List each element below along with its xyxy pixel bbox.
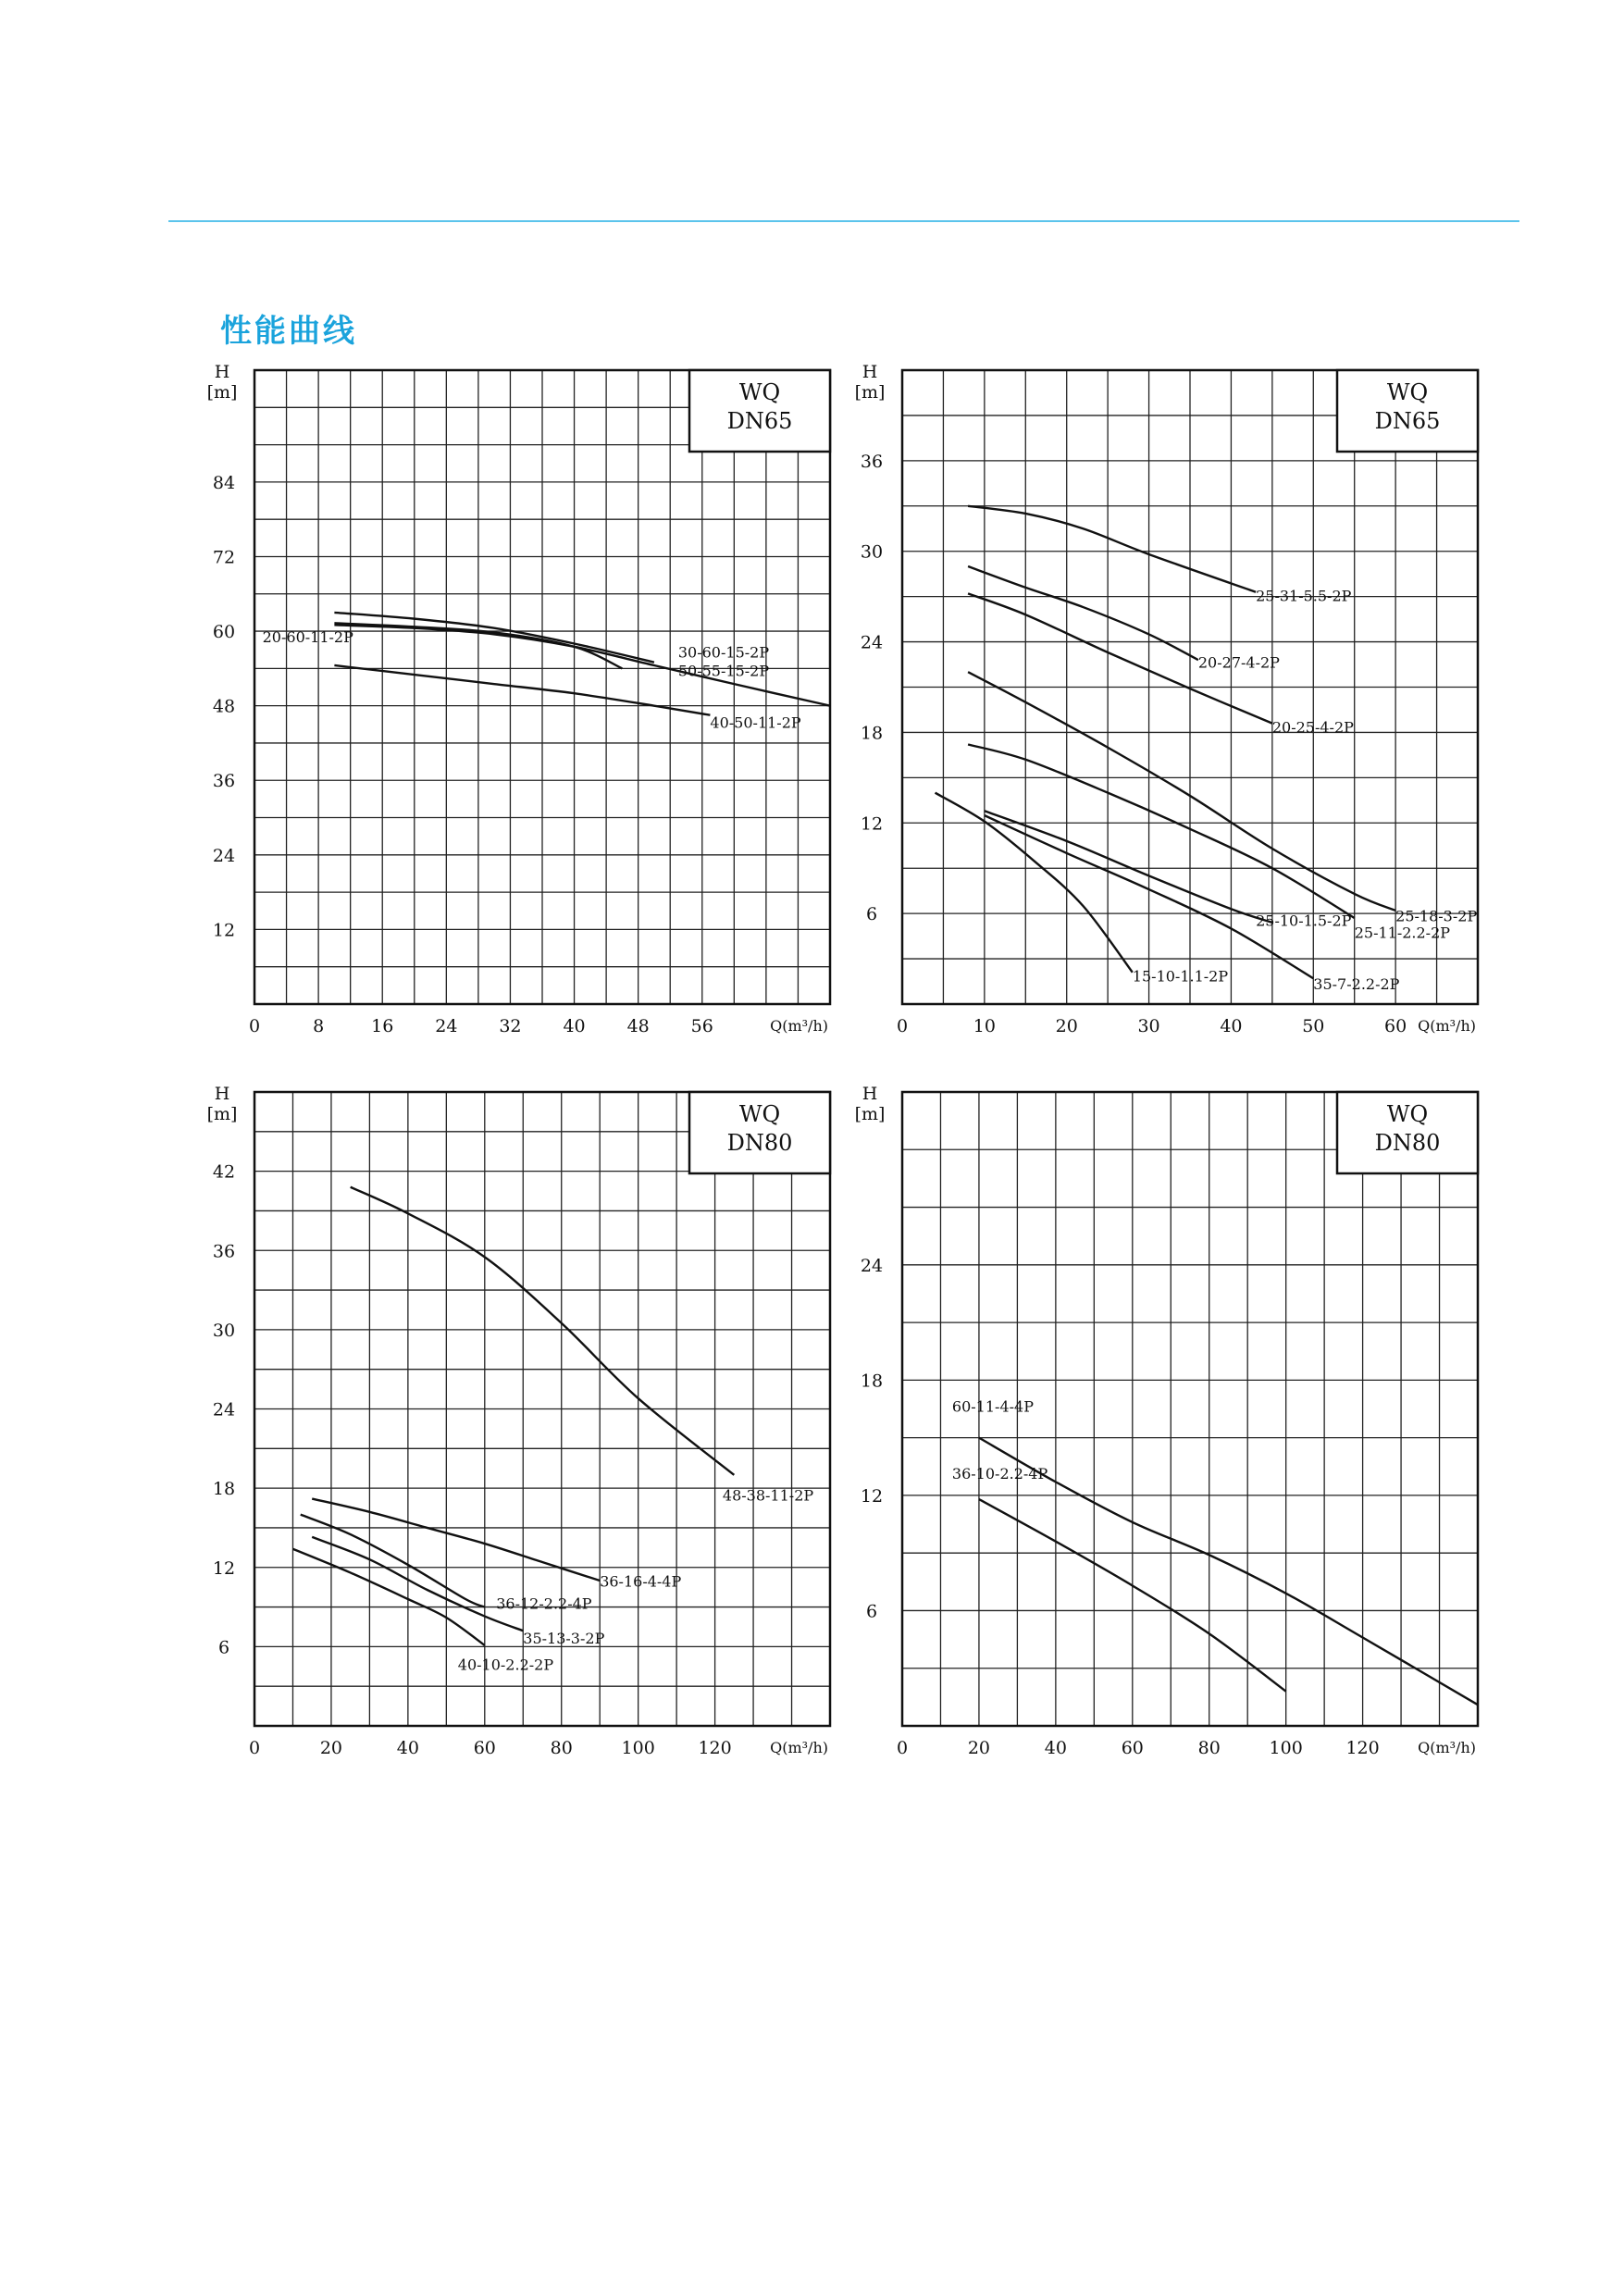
curve-36-12-2.2-4P bbox=[301, 1515, 485, 1607]
y-axis-unit: [m] bbox=[854, 382, 886, 403]
x-tick-label: 40 bbox=[396, 1738, 419, 1758]
y-axis-unit: [m] bbox=[206, 382, 238, 403]
y-tick-label: 36 bbox=[860, 451, 884, 472]
curve-label: 25-10-1.5-2P bbox=[1256, 912, 1352, 930]
dn-label: DN80 bbox=[1374, 1130, 1441, 1156]
x-tick-label: 60 bbox=[1384, 1016, 1407, 1036]
x-tick-label: 40 bbox=[1220, 1016, 1243, 1036]
y-tick-label: 24 bbox=[860, 632, 884, 653]
dn-label: DN65 bbox=[726, 408, 793, 434]
curve-25-18-3-2P bbox=[968, 672, 1395, 911]
y-tick-label: 36 bbox=[212, 771, 236, 792]
x-tick-label: 0 bbox=[248, 1016, 261, 1036]
curve-60-11-4-4P bbox=[979, 1438, 1478, 1706]
curve-label: 36-12-2.2-4P bbox=[496, 1594, 592, 1613]
x-tick-label: 60 bbox=[1121, 1738, 1144, 1758]
y-tick-label: 12 bbox=[212, 920, 236, 941]
curve-label: 20-60-11-2P bbox=[262, 627, 353, 646]
x-tick-label: 80 bbox=[1197, 1738, 1221, 1758]
dn-label: DN65 bbox=[1374, 408, 1441, 434]
x-tick-label: 0 bbox=[896, 1016, 909, 1036]
curve-label: 40-10-2.2-2P bbox=[457, 1656, 554, 1674]
x-tick-label: 50 bbox=[1302, 1016, 1325, 1036]
y-axis-unit: [m] bbox=[854, 1104, 886, 1124]
curve-label: 25-31-5.5-2P bbox=[1256, 587, 1352, 605]
curve-label: 40-50-11-2P bbox=[710, 713, 801, 732]
curve-label: 15-10-1.1-2P bbox=[1132, 967, 1229, 986]
x-tick-label: 24 bbox=[435, 1016, 458, 1036]
x-tick-label: 20 bbox=[319, 1738, 343, 1758]
dn-label: DN80 bbox=[726, 1130, 793, 1156]
x-tick-label: 56 bbox=[690, 1016, 713, 1036]
curve-label: 25-18-3-2P bbox=[1395, 907, 1478, 925]
x-tick-label: 120 bbox=[1345, 1738, 1380, 1758]
y-tick-label: 60 bbox=[212, 622, 236, 643]
x-tick-label: 60 bbox=[473, 1738, 496, 1758]
performance-chart-wq-dn80-a bbox=[185, 1083, 833, 1768]
y-tick-label: 6 bbox=[865, 1601, 878, 1622]
x-axis-title: Q(m³/h) bbox=[770, 1739, 828, 1756]
y-tick-label: 12 bbox=[212, 1557, 236, 1579]
model-label: WQ bbox=[1386, 1101, 1429, 1127]
y-tick-label: 24 bbox=[860, 1255, 884, 1276]
y-tick-label: 36 bbox=[212, 1241, 236, 1262]
x-tick-label: 32 bbox=[499, 1016, 522, 1036]
y-tick-label: 24 bbox=[212, 845, 236, 866]
y-tick-label: 18 bbox=[860, 1371, 884, 1392]
x-tick-label: 30 bbox=[1137, 1016, 1160, 1036]
model-label: WQ bbox=[738, 1101, 781, 1127]
curve-label: 36-16-4-4P bbox=[600, 1572, 682, 1591]
y-axis-title: H bbox=[862, 362, 878, 382]
curve-40-10-2.2-2P bbox=[292, 1549, 484, 1645]
y-axis-unit: [m] bbox=[206, 1104, 238, 1124]
x-axis-title: Q(m³/h) bbox=[1418, 1017, 1476, 1035]
y-tick-label: 6 bbox=[217, 1637, 230, 1658]
curve-40-50-11-2P bbox=[334, 665, 710, 715]
y-tick-label: 30 bbox=[860, 541, 884, 563]
curve-label: 25-11-2.2-2P bbox=[1354, 924, 1451, 942]
curve-label: 36-10-2.2-4P bbox=[951, 1465, 1048, 1483]
x-tick-label: 48 bbox=[626, 1016, 650, 1036]
curve-25-10-1.5-2P bbox=[985, 811, 1272, 923]
x-tick-label: 40 bbox=[1044, 1738, 1067, 1758]
page-title: 性能曲线 bbox=[220, 313, 357, 350]
x-tick-label: 100 bbox=[621, 1738, 655, 1758]
curve-label: 35-7-2.2-2P bbox=[1313, 974, 1400, 993]
header-rule bbox=[168, 220, 1519, 222]
x-tick-label: 20 bbox=[1055, 1016, 1078, 1036]
x-tick-label: 80 bbox=[550, 1738, 573, 1758]
y-axis-title: H bbox=[214, 362, 230, 382]
x-axis-title: Q(m³/h) bbox=[770, 1017, 828, 1035]
model-label: WQ bbox=[738, 379, 781, 405]
model-label: WQ bbox=[1386, 379, 1429, 405]
curve-20-27-4-2P bbox=[968, 566, 1198, 660]
x-tick-label: 10 bbox=[973, 1016, 996, 1036]
y-tick-label: 30 bbox=[212, 1320, 236, 1341]
curve-label: 48-38-11-2P bbox=[722, 1486, 814, 1505]
performance-chart-wq-dn65-b bbox=[833, 361, 1481, 1046]
curve-25-31-5.5-2P bbox=[968, 506, 1256, 592]
y-tick-label: 24 bbox=[212, 1399, 236, 1420]
performance-chart-wq-dn80-b bbox=[833, 1083, 1481, 1768]
y-tick-label: 18 bbox=[860, 723, 884, 744]
x-tick-label: 40 bbox=[563, 1016, 586, 1036]
curve-35-13-3-2P bbox=[312, 1537, 523, 1631]
curve-label: 35-13-3-2P bbox=[523, 1629, 605, 1647]
y-axis-title: H bbox=[214, 1084, 230, 1104]
y-tick-label: 42 bbox=[212, 1161, 236, 1183]
y-axis-title: H bbox=[862, 1084, 878, 1104]
y-tick-label: 6 bbox=[865, 904, 878, 925]
performance-chart-wq-dn65-a bbox=[185, 361, 833, 1046]
curve-label: 20-27-4-2P bbox=[1197, 653, 1280, 672]
x-tick-label: 120 bbox=[698, 1738, 732, 1758]
y-tick-label: 72 bbox=[212, 547, 236, 568]
curve-15-10-1.1-2P bbox=[936, 793, 1133, 973]
x-tick-label: 8 bbox=[313, 1016, 325, 1036]
y-tick-label: 18 bbox=[212, 1479, 236, 1500]
curve-36-16-4-4P bbox=[312, 1499, 600, 1581]
curve-label: 20-25-4-2P bbox=[1271, 718, 1354, 737]
x-tick-label: 20 bbox=[967, 1738, 991, 1758]
curve-label: 50-55-15-2P bbox=[677, 662, 770, 680]
y-tick-label: 12 bbox=[860, 813, 884, 835]
x-axis-title: Q(m³/h) bbox=[1418, 1739, 1476, 1756]
x-tick-label: 16 bbox=[371, 1016, 394, 1036]
x-tick-label: 100 bbox=[1269, 1738, 1303, 1758]
x-tick-label: 0 bbox=[248, 1738, 261, 1758]
curve-label: 60-11-4-4P bbox=[951, 1397, 1034, 1416]
y-tick-label: 12 bbox=[860, 1485, 884, 1507]
y-tick-label: 84 bbox=[212, 472, 236, 493]
y-tick-label: 48 bbox=[212, 696, 236, 717]
curve-label: 30-60-15-2P bbox=[677, 643, 770, 662]
x-tick-label: 0 bbox=[896, 1738, 909, 1758]
